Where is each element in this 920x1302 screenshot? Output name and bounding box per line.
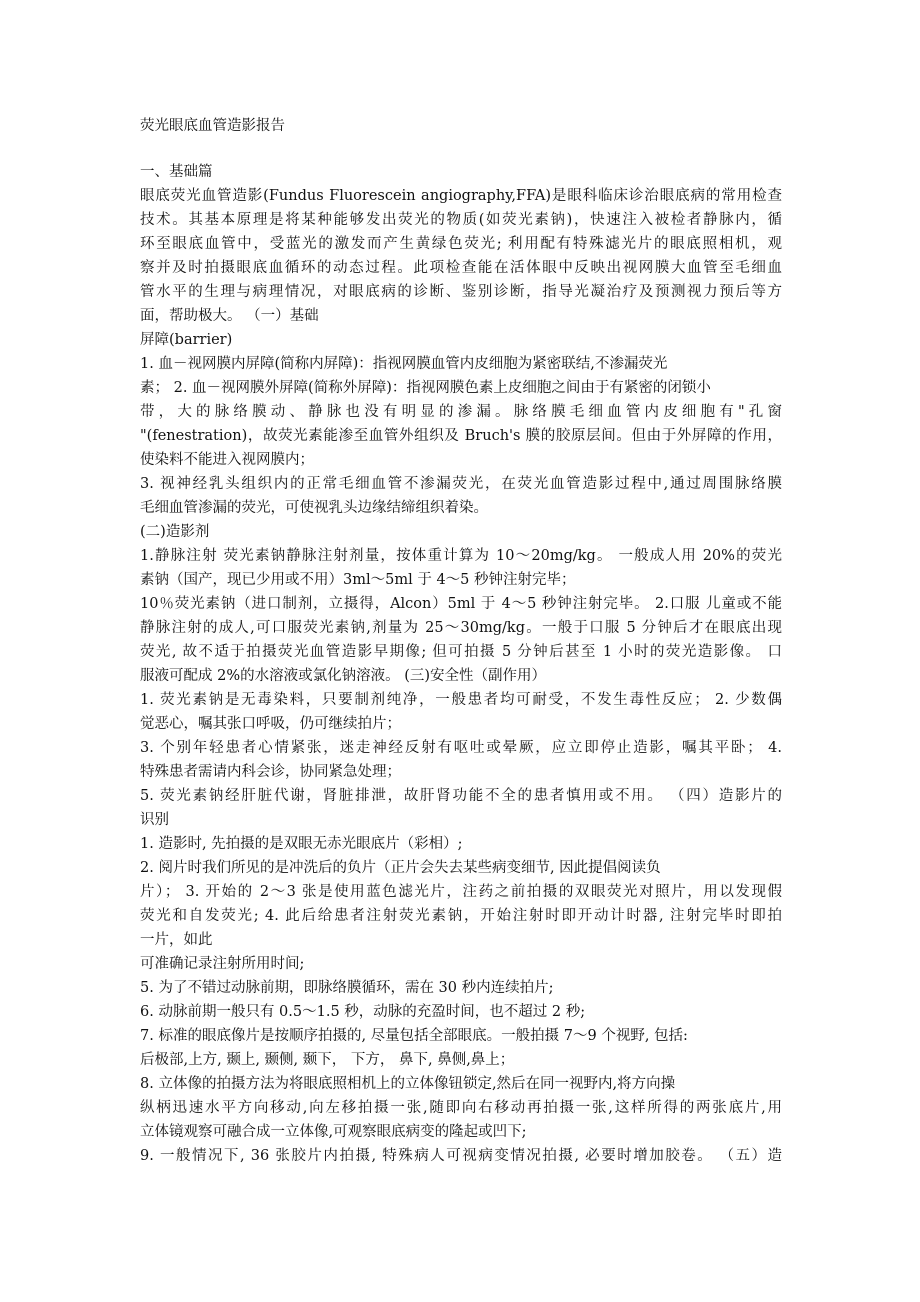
text-line: 带，大的脉络膜动、静脉也没有明显的渗漏。脉络膜毛细血管内皮细胞有"孔窗 <box>140 404 782 420</box>
text-line: 7. 标准的眼底像片是按顺序拍摄的, 尽量包括全部眼底。一般拍摄 7～9 个视野, 包括: <box>140 1028 688 1044</box>
text-line: 眼底荧光血管造影(Fundus Fluorescein angiography,FFA)是眼科临床诊治眼底病的常用检查 <box>140 188 782 204</box>
text-line: 管水平的生理与病理情况，对眼底病的诊断、鉴别诊断，指导光凝治疗及预测视力预后等方 <box>140 284 782 300</box>
text-line: 10％荧光素钠（进口制剂，立摄得，Alcon）5ml 于 4～5 秒钟注射完毕。 2.口服 儿童或不能 <box>140 596 782 612</box>
text-line: 一片，如此 <box>140 932 213 948</box>
text-line: 9. 一般情况下, 36 张胶片内拍摄, 特殊病人可视病变情况拍摄, 必要时增加胶卷。 （五）造 <box>140 1148 782 1164</box>
text-line: 1. 荧光素钠是无毒染料，只要制剂纯净，一般患者均可耐受，不发生毒性反应； 2. 少数偶 <box>140 692 782 708</box>
text-line: 立体镜观察可融合成一立体像,可观察眼底病变的隆起或凹下; <box>140 1124 527 1140</box>
text-line: 6. 动脉前期一般只有 0.5～1.5 秒，动脉的充盈时间，也不超过 2 秒; <box>140 1004 586 1020</box>
text-line: 察并及时拍摄眼底血循环的动态过程。此项检查能在活体眼中反映出视网膜大血管至毛细血 <box>140 260 782 276</box>
text-line: 技术。其基本原理是将某种能够发出荧光的物质(如荧光素钠)，快速注入被检者静脉内，循 <box>140 212 782 228</box>
section-heading: 一、基础篇 <box>140 164 213 180</box>
text-line: 5. 荧光素钠经肝脏代谢，肾脏排泄，故肝肾功能不全的患者慎用或不用。 （四）造影片的 <box>140 788 782 804</box>
section-heading: (二)造影剂 <box>140 524 210 540</box>
text-line: 面，帮助极大。 （一）基础 <box>140 308 319 324</box>
text-line: 8. 立体像的拍摄方法为将眼底照相机上的立体像钮锁定,然后在同一视野内,将方向操 <box>140 1076 676 1092</box>
text-line: 静脉注射的成人,可口服荧光素钠,剂量为 25～30mg/kg。一般于口服 5 分钟后才在眼底出现 <box>140 620 782 636</box>
text-line: 5. 为了不错过动脉前期，即脉络膜循环，需在 30 秒内连续拍片; <box>140 980 554 996</box>
text-line: 觉恶心，嘱其张口呼吸，仍可继续拍片； <box>140 716 401 732</box>
text-line: 服液可配成 2%的水溶液或氯化钠溶液。 (三)安全性（副作用） <box>140 668 547 684</box>
text-line: 2. 阅片时我们所见的是冲洗后的负片（正片会失去某些病变细节, 因此提倡阅读负 <box>140 860 661 876</box>
text-line: 荧光, 故不适于拍摄荧光血管造影早期像; 但可拍摄 5 分钟后甚至 1 小时的荧光造影像。 口 <box>140 644 782 660</box>
text-line: 特殊患者需请内科会诊，协同紧急处理； <box>140 764 401 780</box>
document-title: 荧光眼底血管造影报告 <box>140 118 285 134</box>
text-line: 1. 造影时, 先拍摄的是双眼无赤光眼底片（彩相）; <box>140 836 463 852</box>
text-line: 使染料不能进入视网膜内； <box>140 452 314 468</box>
text-line: 环至眼底血管中，受蓝光的激发而产生黄绿色荧光; 利用配有特殊滤光片的眼底照相机，观 <box>140 236 782 252</box>
text-line: 毛细血管渗漏的荧光，可使视乳头边缘结缔组织着染。 <box>140 500 488 516</box>
text-line: 纵柄迅速水平方向移动,向左移拍摄一张,随即向右移动再拍摄一张,这样所得的两张底片,用 <box>140 1100 782 1116</box>
text-line: 后极部,上方, 颞上, 颞侧, 颞下， 下方， 鼻下, 鼻侧,鼻上； <box>140 1052 515 1068</box>
text-line: 屏障(barrier) <box>140 332 233 348</box>
text-line: 识别 <box>140 812 169 828</box>
text-line: 可准确记录注射所用时间; <box>140 956 305 972</box>
text-line: 素； 2. 血－视网膜外屏障(简称外屏障)：指视网膜色素上皮细胞之间由于有紧密的闭锁小 <box>140 380 711 396</box>
text-line: 1. 血－视网膜内屏障(简称内屏障)：指视网膜血管内皮细胞为紧密联结,不渗漏荧光 <box>140 356 668 372</box>
text-line: 3. 个别年轻患者心情紧张，迷走神经反射有呕吐或晕厥，应立即停止造影，嘱其平卧； 4. <box>140 740 782 756</box>
text-line: "(fenestration)，故荧光素能渗至血管外组织及 Bruch's 膜的胶原层间。但由于外屏障的作用， <box>140 428 782 444</box>
text-line: 素钠（国产，现已少用或不用）3ml～5ml 于 4～5 秒钟注射完毕； <box>140 572 576 588</box>
text-line: 荧光和自发荧光; 4. 此后给患者注射荧光素钠，开始注射时即开动计时器, 注射完毕时即拍 <box>140 908 782 924</box>
text-line: 片）； 3. 开始的 2～3 张是使用蓝色滤光片，注药之前拍摄的双眼荧光对照片，用以发现假 <box>140 884 782 900</box>
text-line: 1.静脉注射 荧光素钠静脉注射剂量，按体重计算为 10～20mg/kg。 一般成人用 20%的荧光 <box>140 548 782 564</box>
text-line: 3. 视神经乳头组织内的正常毛细血管不渗漏荧光，在荧光血管造影过程中,通过周围脉络膜 <box>140 476 782 492</box>
